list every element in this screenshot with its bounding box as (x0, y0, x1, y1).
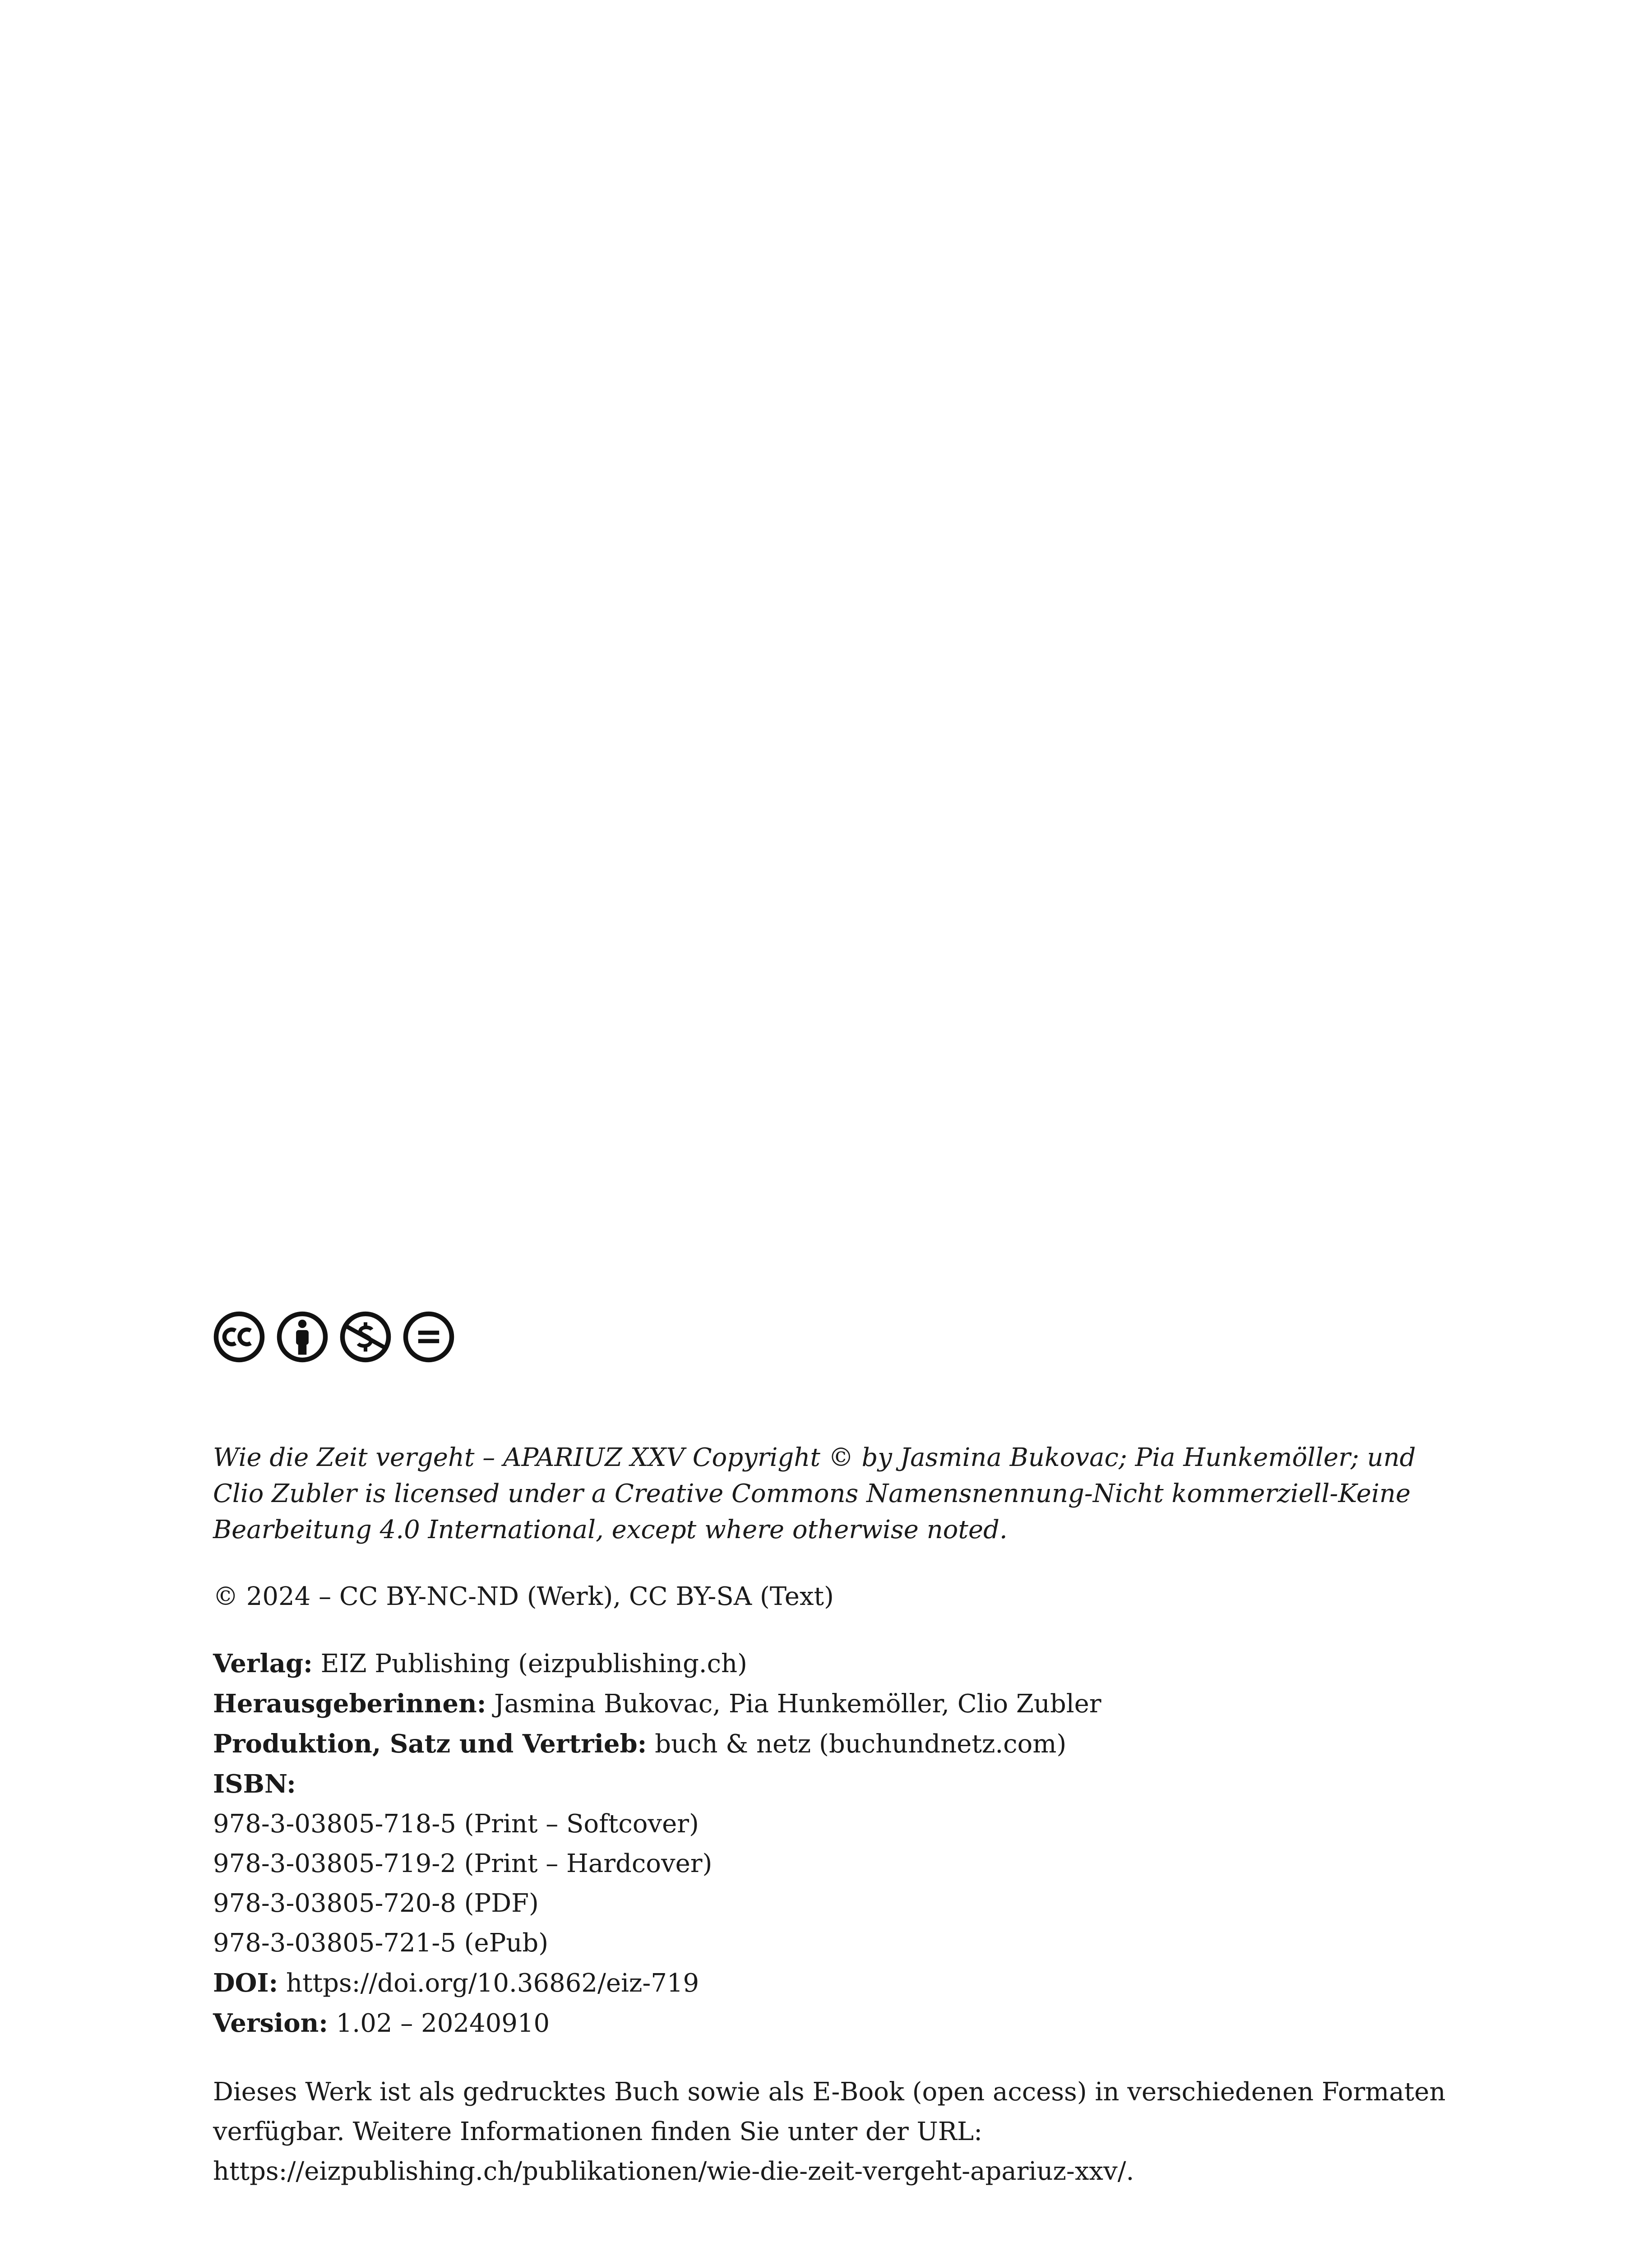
license-statement (213, 1440, 1458, 1548)
nd-icon[interactable] (403, 1311, 455, 1363)
license-text: Copyright © by Jasmina Bukovac; Pia Hunkemöller; und Clio Zubler is licensed under a Creative Commons Namensnennung-Nicht kommerziell-Keine Bearbeitung 4.0 International, except where otherwise noted. (213, 1443, 1416, 1544)
by-icon[interactable] (276, 1311, 329, 1363)
availability-line-2: verfügbar. Weitere Informationen finden Sie unter der URL: (213, 2117, 982, 2146)
publication-metadata (213, 1644, 1458, 2043)
isbn-label: ISBN: (213, 1769, 296, 1799)
availability-line-1: Dieses Werk ist als gedrucktes Buch sowie als E-Book (open access) in verschiedenen Formaten (213, 2077, 1446, 2107)
publisher-label: Verlag: (213, 1649, 313, 1678)
copyright-line: © 2024 – CC BY-NC-ND (Werk), CC BY-SA (Text) (213, 1582, 834, 1611)
production-label: Produktion, Satz und Vertrieb: (213, 1729, 647, 1759)
cc-icon[interactable] (213, 1311, 265, 1363)
isbn-label-row (213, 1764, 1458, 1804)
doi-label: DOI: (213, 1968, 278, 1998)
imprint-block (213, 1311, 1458, 2191)
version-label: Version: (213, 2008, 328, 2038)
publisher-value: EIZ Publishing (eizpublishing.ch) (312, 1649, 747, 1678)
work-title: Wie die Zeit vergeht – APARIUZ XXV (213, 1443, 685, 1472)
doi-row (213, 1963, 1458, 2003)
editors-row (213, 1684, 1458, 1724)
availability-note (213, 2072, 1458, 2191)
isbn-epub: 978-3-03805-721-5 (ePub) (213, 1928, 549, 1958)
isbn-pdf: 978-3-03805-720-8 (PDF) (213, 1889, 539, 1918)
license-icon-row (213, 1311, 1458, 1368)
version-row (213, 2003, 1458, 2043)
doi-link[interactable]: https://doi.org/10.36862/eiz-719 (278, 1969, 699, 1998)
publication-url[interactable]: https://eizpublishing.ch/publikationen/wie-die-zeit-vergeht-apariuz-xxv/. (213, 2157, 1134, 2186)
nc-icon[interactable] (339, 1311, 392, 1363)
version-value: 1.02 – 20240910 (328, 2009, 550, 2038)
isbn-softcover: 978-3-03805-718-5 (Print – Softcover) (213, 1809, 699, 1839)
publisher-row (213, 1644, 1458, 1684)
editors-value: Jasmina Bukovac, Pia Hunkemöller, Clio Zubler (486, 1689, 1101, 1719)
production-row (213, 1724, 1458, 1764)
editors-label: Herausgeberinnen: (213, 1689, 486, 1719)
production-value: buch & netz (buchundnetz.com) (647, 1729, 1067, 1759)
isbn-hardcover: 978-3-03805-719-2 (Print – Hardcover) (213, 1849, 713, 1878)
